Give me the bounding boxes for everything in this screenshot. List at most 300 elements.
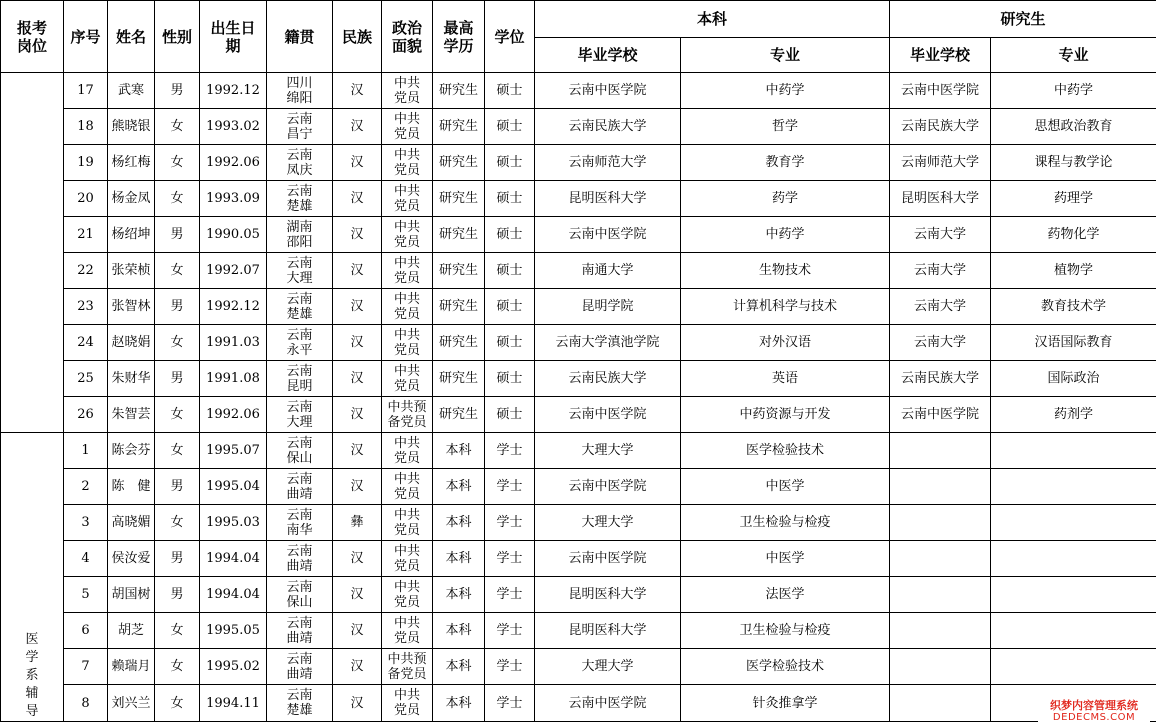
table-row	[1, 109, 1156, 145]
native-line: 云南	[286, 399, 313, 415]
native-cell	[267, 505, 333, 541]
pg-school-cell: 云南民族大学	[890, 361, 991, 397]
ethnic-cell: 汉	[333, 253, 382, 289]
pg-major-cell: 课程与教学论	[991, 145, 1156, 181]
political-line: 中共	[393, 363, 420, 379]
gender-cell: 女	[155, 505, 200, 541]
political-cell	[382, 469, 433, 505]
seq-cell: 22	[64, 253, 108, 289]
education-cell: 研究生	[433, 145, 485, 181]
ethnic-cell: 汉	[333, 685, 382, 722]
political-line: 中共	[393, 75, 420, 91]
political-line: 中共	[393, 219, 420, 235]
native-line: 昌宁	[286, 126, 313, 142]
native-line: 大理	[286, 414, 313, 430]
header-undergrad: 本科	[535, 1, 890, 38]
political-line: 中共	[393, 327, 420, 343]
degree-cell: 硕士	[485, 361, 535, 397]
birth-cell: 1990.05	[200, 217, 267, 253]
ug-school-cell: 云南中医学院	[535, 217, 681, 253]
table-row	[1, 469, 1156, 505]
name-cell: 张智林	[108, 289, 155, 325]
name-cell: 陈会芬	[108, 433, 155, 469]
political-cell	[382, 253, 433, 289]
native-line: 保山	[286, 594, 313, 610]
native-line: 昆明	[286, 378, 313, 394]
birth-cell: 1992.07	[200, 253, 267, 289]
birth-cell: 1993.02	[200, 109, 267, 145]
ug-school-cell: 云南大学滇池学院	[535, 325, 681, 361]
education-cell: 本科	[433, 685, 485, 722]
ug-school-cell: 大理大学	[535, 649, 681, 685]
pg-school-cell	[890, 649, 991, 685]
pg-major-cell: 汉语国际教育	[991, 325, 1156, 361]
political-line: 党员	[393, 450, 420, 466]
political-line: 党员	[393, 703, 420, 718]
birth-cell: 1995.07	[200, 433, 267, 469]
birth-cell: 1994.04	[200, 541, 267, 577]
gender-cell: 女	[155, 685, 200, 722]
native-line: 云南	[286, 688, 313, 703]
gender-cell: 女	[155, 433, 200, 469]
ug-major-cell: 中医学	[681, 541, 890, 577]
ug-school-cell: 昆明学院	[535, 289, 681, 325]
ethnic-cell: 汉	[333, 469, 382, 505]
ug-school-cell: 昆明医科大学	[535, 613, 681, 649]
political-line: 党员	[393, 378, 420, 394]
ethnic-cell: 汉	[333, 361, 382, 397]
table-row	[1, 325, 1156, 361]
header-education: 最高 学历	[433, 1, 485, 73]
name-cell: 赵晓娟	[108, 325, 155, 361]
pg-school-cell	[890, 505, 991, 541]
gender-cell: 女	[155, 109, 200, 145]
name-cell: 高晓媚	[108, 505, 155, 541]
education-cell: 研究生	[433, 397, 485, 433]
political-line: 党员	[393, 630, 420, 646]
native-line: 云南	[286, 507, 313, 523]
education-cell: 研究生	[433, 109, 485, 145]
table-row	[1, 649, 1156, 685]
pg-school-cell: 云南大学	[890, 217, 991, 253]
ug-major-cell: 生物技术	[681, 253, 890, 289]
gender-cell: 女	[155, 613, 200, 649]
birth-cell: 1992.12	[200, 289, 267, 325]
degree-cell: 学士	[485, 577, 535, 613]
ug-school-cell: 昆明医科大学	[535, 577, 681, 613]
gender-cell: 男	[155, 469, 200, 505]
seq-cell: 26	[64, 397, 108, 433]
education-cell: 本科	[433, 505, 485, 541]
native-cell	[267, 253, 333, 289]
name-cell: 刘兴兰	[108, 685, 155, 722]
birth-cell: 1994.11	[200, 685, 267, 722]
ug-major-cell: 对外汉语	[681, 325, 890, 361]
table-row	[1, 505, 1156, 541]
pg-school-cell	[890, 685, 991, 722]
ethnic-cell: 汉	[333, 433, 382, 469]
table-row	[1, 289, 1156, 325]
political-cell	[382, 109, 433, 145]
seq-cell: 23	[64, 289, 108, 325]
native-cell	[267, 325, 333, 361]
table-body	[1, 73, 1156, 722]
political-line: 党员	[393, 234, 420, 250]
pg-school-cell: 云南民族大学	[890, 109, 991, 145]
birth-cell: 1991.08	[200, 361, 267, 397]
native-cell	[267, 649, 333, 685]
seq-cell: 1	[64, 433, 108, 469]
native-line: 南华	[286, 522, 313, 538]
political-line: 党员	[393, 162, 420, 178]
table-row	[1, 145, 1156, 181]
degree-cell: 学士	[485, 541, 535, 577]
ethnic-cell: 汉	[333, 649, 382, 685]
education-cell: 本科	[433, 469, 485, 505]
political-line: 中共预	[387, 651, 427, 667]
degree-cell: 硕士	[485, 73, 535, 109]
ethnic-cell: 汉	[333, 109, 382, 145]
native-cell	[267, 469, 333, 505]
political-cell	[382, 289, 433, 325]
political-line: 中共	[393, 111, 420, 127]
ethnic-cell: 汉	[333, 145, 382, 181]
pg-major-cell	[991, 505, 1156, 541]
ug-major-cell: 医学检验技术	[681, 649, 890, 685]
native-cell	[267, 613, 333, 649]
gender-cell: 女	[155, 649, 200, 685]
education-cell: 研究生	[433, 253, 485, 289]
political-line: 中共	[393, 615, 420, 631]
political-line: 中共	[393, 507, 420, 523]
political-cell	[382, 577, 433, 613]
degree-cell: 硕士	[485, 289, 535, 325]
table-row	[1, 685, 1156, 722]
native-line: 云南	[286, 471, 313, 487]
political-line: 党员	[393, 486, 420, 502]
ethnic-cell: 汉	[333, 541, 382, 577]
ethnic-cell: 汉	[333, 217, 382, 253]
political-line: 中共	[393, 471, 420, 487]
native-line: 云南	[286, 615, 313, 631]
birth-cell: 1995.03	[200, 505, 267, 541]
pg-major-cell: 中药学	[991, 73, 1156, 109]
political-line: 备党员	[387, 666, 427, 682]
political-cell	[382, 181, 433, 217]
ug-major-cell: 英语	[681, 361, 890, 397]
gender-cell: 男	[155, 289, 200, 325]
seq-cell: 5	[64, 577, 108, 613]
native-line: 云南	[286, 579, 313, 595]
pg-major-cell	[991, 577, 1156, 613]
education-cell: 研究生	[433, 361, 485, 397]
native-line: 云南	[286, 291, 313, 307]
ug-major-cell: 中药学	[681, 217, 890, 253]
header-native: 籍贯	[267, 1, 333, 73]
political-line: 中共	[393, 147, 420, 163]
ethnic-cell: 汉	[333, 397, 382, 433]
political-line: 中共预	[387, 399, 427, 415]
native-cell	[267, 685, 333, 722]
ug-major-cell: 教育学	[681, 145, 890, 181]
seq-cell: 20	[64, 181, 108, 217]
gender-cell: 女	[155, 253, 200, 289]
header-name: 姓名	[108, 1, 155, 73]
native-line: 云南	[286, 327, 313, 343]
watermark-line2: DEDECMS.COM	[1052, 712, 1136, 723]
birth-cell: 1995.05	[200, 613, 267, 649]
name-cell: 杨绍坤	[108, 217, 155, 253]
native-line: 曲靖	[286, 486, 313, 502]
pg-major-cell: 药剂学	[991, 397, 1156, 433]
gender-cell: 男	[155, 541, 200, 577]
post-cell	[1, 73, 64, 433]
birth-cell: 1994.04	[200, 577, 267, 613]
pg-school-cell: 云南中医学院	[890, 73, 991, 109]
political-cell	[382, 433, 433, 469]
political-cell	[382, 217, 433, 253]
gender-cell: 男	[155, 217, 200, 253]
table-row	[1, 397, 1156, 433]
name-cell: 侯汝爱	[108, 541, 155, 577]
political-line: 中共	[393, 688, 420, 703]
header-pg-school: 毕业学校	[890, 38, 991, 73]
pg-major-cell: 教育技术学	[991, 289, 1156, 325]
gender-cell: 女	[155, 181, 200, 217]
ug-major-cell: 卫生检验与检疫	[681, 613, 890, 649]
native-line: 凤庆	[286, 162, 313, 178]
birth-cell: 1992.06	[200, 145, 267, 181]
degree-cell: 学士	[485, 685, 535, 722]
education-cell: 本科	[433, 433, 485, 469]
ug-major-cell: 计算机科学与技术	[681, 289, 890, 325]
pg-school-cell	[890, 577, 991, 613]
education-cell: 研究生	[433, 73, 485, 109]
pg-school-cell: 云南大学	[890, 289, 991, 325]
native-line: 楚雄	[286, 703, 313, 718]
pg-major-cell: 思想政治教育	[991, 109, 1156, 145]
education-cell: 本科	[433, 613, 485, 649]
ug-school-cell: 昆明医科大学	[535, 181, 681, 217]
education-cell: 研究生	[433, 289, 485, 325]
pg-school-cell: 昆明医科大学	[890, 181, 991, 217]
birth-cell: 1995.02	[200, 649, 267, 685]
pg-school-cell: 云南大学	[890, 325, 991, 361]
seq-cell: 25	[64, 361, 108, 397]
pg-major-cell	[991, 541, 1156, 577]
header-ug-major: 专业	[681, 38, 890, 73]
native-cell	[267, 289, 333, 325]
table-row	[1, 253, 1156, 289]
political-cell	[382, 541, 433, 577]
education-cell: 本科	[433, 541, 485, 577]
table-row	[1, 361, 1156, 397]
birth-cell: 1993.09	[200, 181, 267, 217]
native-cell	[267, 109, 333, 145]
name-cell: 赖瑞月	[108, 649, 155, 685]
header-ug-school: 毕业学校	[535, 38, 681, 73]
table-row	[1, 613, 1156, 649]
degree-cell: 硕士	[485, 397, 535, 433]
ug-major-cell: 卫生检验与检疫	[681, 505, 890, 541]
ug-school-cell: 云南中医学院	[535, 397, 681, 433]
native-line: 楚雄	[286, 306, 313, 322]
pg-school-cell: 云南师范大学	[890, 145, 991, 181]
native-cell	[267, 361, 333, 397]
ethnic-cell: 汉	[333, 613, 382, 649]
name-cell: 朱财华	[108, 361, 155, 397]
table-row	[1, 577, 1156, 613]
ug-school-cell: 大理大学	[535, 505, 681, 541]
degree-cell: 学士	[485, 649, 535, 685]
header-post: 报考 岗位	[1, 1, 64, 73]
degree-cell: 硕士	[485, 145, 535, 181]
ethnic-cell: 汉	[333, 73, 382, 109]
degree-cell: 硕士	[485, 109, 535, 145]
native-line: 云南	[286, 111, 313, 127]
birth-cell: 1992.06	[200, 397, 267, 433]
political-line: 党员	[393, 126, 420, 142]
political-cell	[382, 685, 433, 722]
native-line: 云南	[286, 543, 313, 559]
native-line: 保山	[286, 450, 313, 466]
political-line: 中共	[393, 183, 420, 199]
pg-major-cell: 植物学	[991, 253, 1156, 289]
watermark-logo	[1038, 699, 1150, 725]
birth-cell: 1992.12	[200, 73, 267, 109]
name-cell: 杨金凤	[108, 181, 155, 217]
ug-major-cell: 药学	[681, 181, 890, 217]
seq-cell: 3	[64, 505, 108, 541]
political-line: 党员	[393, 198, 420, 214]
seq-cell: 17	[64, 73, 108, 109]
political-line: 中共	[393, 435, 420, 451]
ug-school-cell: 云南中医学院	[535, 469, 681, 505]
header-ethnic: 民族	[333, 1, 382, 73]
name-cell: 胡国树	[108, 577, 155, 613]
native-cell	[267, 73, 333, 109]
native-line: 云南	[286, 147, 313, 163]
native-line: 绵阳	[286, 90, 313, 106]
name-cell: 杨红梅	[108, 145, 155, 181]
header-seq: 序号	[64, 1, 108, 73]
native-cell	[267, 217, 333, 253]
political-line: 中共	[393, 255, 420, 271]
header-gender: 性别	[155, 1, 200, 73]
seq-cell: 4	[64, 541, 108, 577]
education-cell: 研究生	[433, 325, 485, 361]
birth-cell: 1995.04	[200, 469, 267, 505]
political-cell	[382, 649, 433, 685]
native-line: 四川	[286, 75, 313, 91]
native-line: 永平	[286, 342, 313, 358]
degree-cell: 硕士	[485, 181, 535, 217]
header-graduate: 研究生	[890, 1, 1156, 38]
watermark-line1: 织梦内容管理系统	[1050, 699, 1138, 712]
political-line: 党员	[393, 522, 420, 538]
ug-major-cell: 中医学	[681, 469, 890, 505]
native-line: 云南	[286, 255, 313, 271]
gender-cell: 女	[155, 325, 200, 361]
name-cell: 武寒	[108, 73, 155, 109]
gender-cell: 男	[155, 73, 200, 109]
political-line: 党员	[393, 90, 420, 106]
degree-cell: 硕士	[485, 253, 535, 289]
political-line: 党员	[393, 270, 420, 286]
political-cell	[382, 397, 433, 433]
seq-cell: 8	[64, 685, 108, 722]
ug-school-cell: 云南中医学院	[535, 73, 681, 109]
table-row	[1, 541, 1156, 577]
seq-cell: 2	[64, 469, 108, 505]
political-line: 备党员	[387, 414, 427, 430]
name-cell: 胡芝	[108, 613, 155, 649]
gender-cell: 女	[155, 145, 200, 181]
degree-cell: 学士	[485, 433, 535, 469]
pg-school-cell	[890, 433, 991, 469]
name-cell: 朱智芸	[108, 397, 155, 433]
native-cell	[267, 541, 333, 577]
header-degree: 学位	[485, 1, 535, 73]
pg-school-cell	[890, 541, 991, 577]
pg-school-cell	[890, 613, 991, 649]
native-line: 云南	[286, 651, 313, 667]
native-cell	[267, 181, 333, 217]
political-cell	[382, 361, 433, 397]
education-cell: 研究生	[433, 181, 485, 217]
table-row	[1, 217, 1156, 253]
native-line: 云南	[286, 183, 313, 199]
ethnic-cell: 汉	[333, 289, 382, 325]
ug-major-cell: 法医学	[681, 577, 890, 613]
political-line: 党员	[393, 342, 420, 358]
pg-major-cell	[991, 649, 1156, 685]
ethnic-cell: 汉	[333, 325, 382, 361]
pg-major-cell	[991, 433, 1156, 469]
political-cell	[382, 325, 433, 361]
name-cell: 陈 健	[108, 469, 155, 505]
header-political: 政治 面貌	[382, 1, 433, 73]
degree-cell: 硕士	[485, 217, 535, 253]
ug-major-cell: 医学检验技术	[681, 433, 890, 469]
name-cell: 张荣桢	[108, 253, 155, 289]
education-cell: 研究生	[433, 217, 485, 253]
native-cell	[267, 433, 333, 469]
ug-major-cell: 中药学	[681, 73, 890, 109]
native-line: 曲靖	[286, 630, 313, 646]
political-cell	[382, 145, 433, 181]
seq-cell: 7	[64, 649, 108, 685]
ug-school-cell: 云南民族大学	[535, 361, 681, 397]
ug-school-cell: 南通大学	[535, 253, 681, 289]
table-row	[1, 433, 1156, 469]
header-pg-major: 专业	[991, 38, 1156, 73]
birth-cell: 1991.03	[200, 325, 267, 361]
ug-school-cell: 云南中医学院	[535, 685, 681, 722]
pg-school-cell: 云南中医学院	[890, 397, 991, 433]
ug-major-cell: 哲学	[681, 109, 890, 145]
ug-major-cell: 中药资源与开发	[681, 397, 890, 433]
gender-cell: 男	[155, 577, 200, 613]
pg-school-cell: 云南大学	[890, 253, 991, 289]
native-cell	[267, 397, 333, 433]
pg-major-cell: 国际政治	[991, 361, 1156, 397]
native-line: 云南	[286, 363, 313, 379]
degree-cell: 学士	[485, 469, 535, 505]
ug-school-cell: 云南民族大学	[535, 109, 681, 145]
political-line: 党员	[393, 558, 420, 574]
native-line: 曲靖	[286, 558, 313, 574]
